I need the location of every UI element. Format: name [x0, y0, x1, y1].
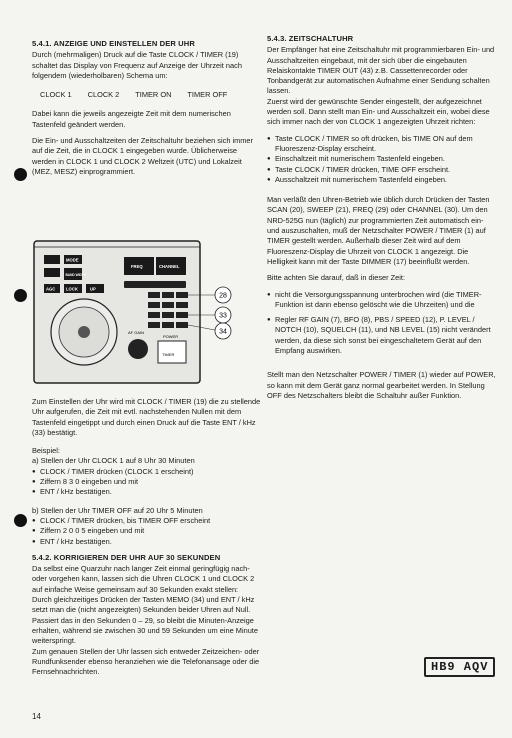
button-mode-label: MODE — [66, 257, 79, 263]
button-freq-label: FREQ — [131, 264, 143, 269]
example-heading: Beispiel: — [32, 446, 60, 456]
left-column-top — [32, 39, 260, 183]
left-paragraph-4: Zum Einstellen der Uhr wird mit CLOCK / TIMER (19) die zu stellende Uhr aufgerufen, die Zeit mit evtl. nachstehenden Nullen mit dem Tastenfeld eingetippt und durch einen Druck auf die Taste ENT / kHz (33) bestätigt. — [32, 397, 261, 437]
right-paragraph-2: Zuerst wird der gewünschte Sender eingestellt, der aufgezeichnet werden soll. Dann stellt man Ein- und Ausschaltzeit ein, wobei diese sich immer nach der von CLOCK 1 angezeigten Uhrzeit richten: — [267, 96, 490, 127]
section-heading-541: 5.4.1. ANZEIGE UND EINSTELLEN DER UHR — [32, 39, 195, 48]
list-item: ● ENT / kHz bestätigen. — [32, 537, 262, 547]
cycle-clock1: CLOCK 1 — [40, 90, 72, 100]
list-item: ● Einschaltzeit mit numerischem Tastenfeld eingeben. — [267, 154, 497, 164]
page-number: 14 — [32, 712, 41, 721]
callout-28: 28 — [219, 292, 227, 300]
list-item: ● Ziffern 2 0 0 5 eingeben und mit — [32, 526, 262, 536]
receiver-front-panel-figure — [32, 237, 254, 387]
left-paragraph-1: Durch (mehrmaligen) Druck auf die Taste CLOCK / TIMER (19) schaltet das Display von Frequenz auf Anzeige der Uhrzeit nach folgendem (wiederholbaren) Schema um: — [32, 50, 242, 80]
right-paragraph-5: Stellt man den Netzschalter POWER / TIMER (1) wieder auf POWER, so kann mit dem Gerät ganz normal gearbeitet werden. In Stellung OFF des Netzschalters bleibt die Schaltuhr außer Funktion. — [267, 370, 496, 400]
list-item: ● Taste CLOCK / TIMER drücken, TIME OFF erscheint. — [267, 165, 497, 175]
binder-hole-middle — [14, 289, 27, 302]
right-paragraph-3: Man verläßt den Uhren-Betrieb wie üblich durch Drücken der Tasten SCAN (20), SWEEP (21), FREQ (29) oder CHANNEL (30). Um den NRD-525G nun (täglich) zur programmierten Zeit automatisch ein- und auszuschalten, muß der Netzschalter POWER / TIMER (1) auf TIMER gestellt werden. Außerhalb dieser Zeit wird auf dem Fluoreszenz-Display die Uhrzeit von CLOCK 1 angezeigt. Die Helligkeit kann mit der Taste DIMMER (17) beeinflußt werden. — [267, 195, 490, 266]
list-item: ● Regler RF GAIN (7), BFO (8), PBS / SPEED (12), P. LEVEL / NOTCH (10), SQUELCH (11), und NB LEVEL (15) nicht verändert werden, da diese sich sonst bei eingeschaltetem Gerät auf den Empfang auswirken. — [267, 315, 497, 356]
right-paragraph-4: Bitte achten Sie darauf, daß in dieser Zeit: — [267, 273, 406, 283]
list-item: ● ENT / kHz bestätigen. — [32, 487, 262, 497]
cycle-clock2: CLOCK 2 — [87, 90, 120, 100]
cycle-timer-on: TIMER ON — [135, 90, 172, 100]
example-b-title: b) Stellen der Uhr TIMER OFF auf 20 Uhr 5 Minuten — [32, 505, 203, 515]
right-paragraph-1: Der Empfänger hat eine Zeitschaltuhr mit programmierbaren Ein- und Ausschaltzeiten eingebaut, mit der sich über die eingebauten Relaiskontakte TIMER OUT (43) z.B. Cassettenrecorder oder Tonbandgerät zur automatischen Aufnahme einer Sendung schalten lassen. — [267, 45, 495, 96]
cycle-timer-off: TIMER OFF — [187, 90, 228, 100]
button-channel-label: CHANNEL — [159, 264, 180, 269]
right-column — [267, 34, 497, 407]
button-bandwidth-label: BAND WIDTH — [65, 273, 87, 277]
power-switch-label: POWER — [163, 334, 179, 339]
timer-notes — [267, 290, 497, 357]
left-paragraph-6: Durch gleichzeitiges Drücken der Tasten MEMO (34) und ENT / kHz setzt man die (nicht angezeigten) Sekunden beider Uhren auf Null. Passiert das in den Sekunden 0 – 29, so bleibt die Minuten-Anzeige erhalten, während sie zwischen 30 und 59 Sekunden um eine Minute weiterspringt. — [32, 595, 258, 646]
binder-hole-top — [14, 168, 27, 181]
timer-steps — [267, 134, 497, 185]
list-item: ● CLOCK / TIMER drücken, bis TIMER OFF erscheint — [32, 516, 262, 526]
list-item: ● nicht die Versorgungsspannung unterbrochen wird (die TIMER-Funktion ist dann ebenso gelöscht wie die Uhrzeiten) und die — [267, 290, 497, 311]
list-item: ● Taste CLOCK / TIMER so oft drücken, bis TIME ON auf dem Fluoreszenz-Display erscheint. — [267, 134, 497, 155]
example-a-title: a) Stellen der Uhr CLOCK 1 auf 8 Uhr 30 Minuten — [32, 456, 195, 466]
list-item: ● Ziffern 8 3 0 eingeben und mit — [32, 477, 262, 487]
section-heading-542: 5.4.2. KORRIGIEREN DER UHR AUF 30 SEKUNDEN — [32, 552, 221, 562]
button-lock-label: LOCK — [66, 286, 78, 292]
left-column-bottom — [32, 397, 262, 683]
button-up-label: UP — [90, 286, 96, 292]
callout-33: 33 — [219, 312, 227, 320]
binder-hole-bottom — [14, 514, 27, 527]
left-paragraph-5: Da selbst eine Quarzuhr nach langer Zeit einmal geringfügig nach- oder vorgehen kann, lassen sich die Uhren CLOCK 1 und CLOCK 2 auf einfache Weise gemeinsam auf 30 Sekunden exakt stellen: — [32, 564, 255, 594]
section-heading-543: 5.4.3. ZEITSCHALTUHR — [267, 34, 354, 43]
left-paragraph-7: Zum genauen Stellen der Uhr lassen sich entweder Zeitzeichen- oder Rundfunksender ebenso heranziehen wie die Telefonansage oder die Fernsehnachrichten. — [32, 646, 260, 677]
left-paragraph-2: Dabei kann die jeweils angezeigte Zeit mit dem numerischen Tastenfeld geändert werden. — [32, 109, 231, 129]
callout-34: 34 — [219, 328, 227, 336]
list-item: ● CLOCK / TIMER drücken (CLOCK 1 erscheint) — [32, 467, 262, 477]
example-a-steps — [32, 467, 262, 498]
timer-switch-label: TIMER — [162, 352, 175, 357]
af-gain-label: AF GAIN — [128, 330, 145, 335]
example-b-steps — [32, 516, 262, 547]
left-paragraph-3: Die Ein- und Ausschaltzeiten der Zeitschaltuhr beziehen sich immer auf die Zeit, die in CLOCK 1 eingegeben wurde. Üblicherweise werden in CLOCK 1 und CLOCK 2 Weltzeit (UTC) und Lokalzeit (MEZ, MESZ) einprogrammiert. — [32, 136, 254, 176]
list-item: ● Ausschaltzeit mit numerischem Tastenfeld eingeben. — [267, 175, 497, 185]
callsign-stamp: HB9 AQV — [424, 657, 495, 677]
button-agc-label: AGC — [46, 286, 56, 292]
clock-cycle-row — [40, 90, 260, 100]
